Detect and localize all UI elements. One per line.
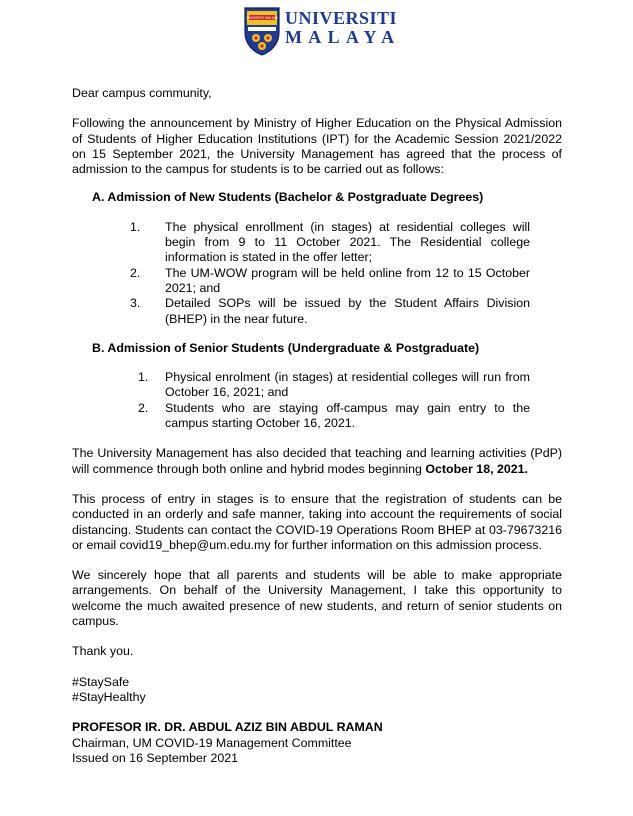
signature-block — [72, 720, 562, 766]
list-number: 2. — [130, 265, 141, 280]
list-number: 1. — [138, 370, 149, 385]
university-name-line2: MALAYA — [285, 27, 401, 47]
list-text: Physical enrolment (in stages) at residential colleges will run from October 16, 2021; and — [165, 370, 530, 400]
list-number: 2. — [138, 400, 149, 415]
issued-date: Issued on 16 September 2021 — [72, 750, 239, 765]
closing-paragraph: We sincerely hope that all parents and students will be able to make appropriate arrangements. On behalf of the University Management, I take this opportunity to welcome the much awaited presence of new students, and return of senior students on campus. — [72, 568, 562, 629]
section-b-heading: B. Admission of Senior Students (Undergraduate & Postgraduate) — [92, 340, 480, 355]
signatory-title: Chairman, UM COVID-19 Management Committee — [72, 735, 352, 750]
list-item — [138, 401, 530, 432]
list-item — [130, 220, 530, 266]
list-item — [138, 370, 530, 401]
section-a-list — [72, 220, 562, 327]
pdp-text: The University Management has also decided that teaching and learning activities (PdP) will commence through both online and hybrid modes beginning — [72, 446, 562, 476]
letter-body — [72, 86, 562, 766]
hashtag: #StayHealthy — [72, 689, 146, 704]
list-item — [130, 266, 530, 297]
section-a-heading: A. Admission of New Students (Bachelor & Postgraduate Degrees) — [92, 190, 484, 205]
hashtag: #StaySafe — [72, 674, 130, 689]
list-text: Students who are staying off-campus may gain entry to the campus starting October 16, 2021. — [165, 400, 530, 431]
list-text: The UM-WOW program will be held online from 12 to 15 October 2021; and — [165, 265, 530, 295]
thanks-line: Thank you. — [72, 644, 134, 659]
list-text: Detailed SOPs will be issued by the Student Affairs Division (BHEP) in the near future. — [165, 296, 530, 326]
list-number: 3. — [130, 296, 141, 311]
university-crest-icon — [243, 6, 281, 56]
salutation: Dear campus community, — [72, 86, 212, 100]
pdp-paragraph — [72, 446, 562, 477]
pdp-date: October 18, 2021. — [425, 461, 528, 476]
entry-process-paragraph: This process of entry in stages is to ensure that the registration of students can be conducted in an orderly and safe manner, taking into account the requirements of social distancing. Students can contact the COVID-19 Operations Room BHEP at 03-79673216 or email covid19_bhep@um.edu.my for further information on this admission process. — [72, 491, 562, 552]
list-item — [130, 296, 530, 327]
letterhead — [0, 6, 633, 58]
intro-paragraph: Following the announcement by Ministry of Higher Education on the Physical Admission of Students of Higher Education Institutions (IPT) for the Academic Session 2021/2022 on 15 September 2021, the University Management has agreed that the process of admission to the campus for students is to be carried out as follows: — [72, 116, 562, 177]
university-name-line1: UNIVERSITI — [285, 8, 398, 28]
section-b-list — [72, 370, 562, 431]
university-name — [285, 8, 401, 46]
signatory-name: PROFESOR IR. DR. ABDUL AZIZ BIN ABDUL RAMAN — [72, 720, 383, 735]
list-text: The physical enrollment (in stages) at residential colleges will begin from 9 to 11 October 2021. The Residential college information is stated in the offer letter; — [165, 219, 530, 265]
hashtags — [72, 675, 562, 706]
crest-banner-text: UNIVERSITI MALAYA — [246, 16, 278, 20]
list-number: 1. — [130, 219, 141, 234]
